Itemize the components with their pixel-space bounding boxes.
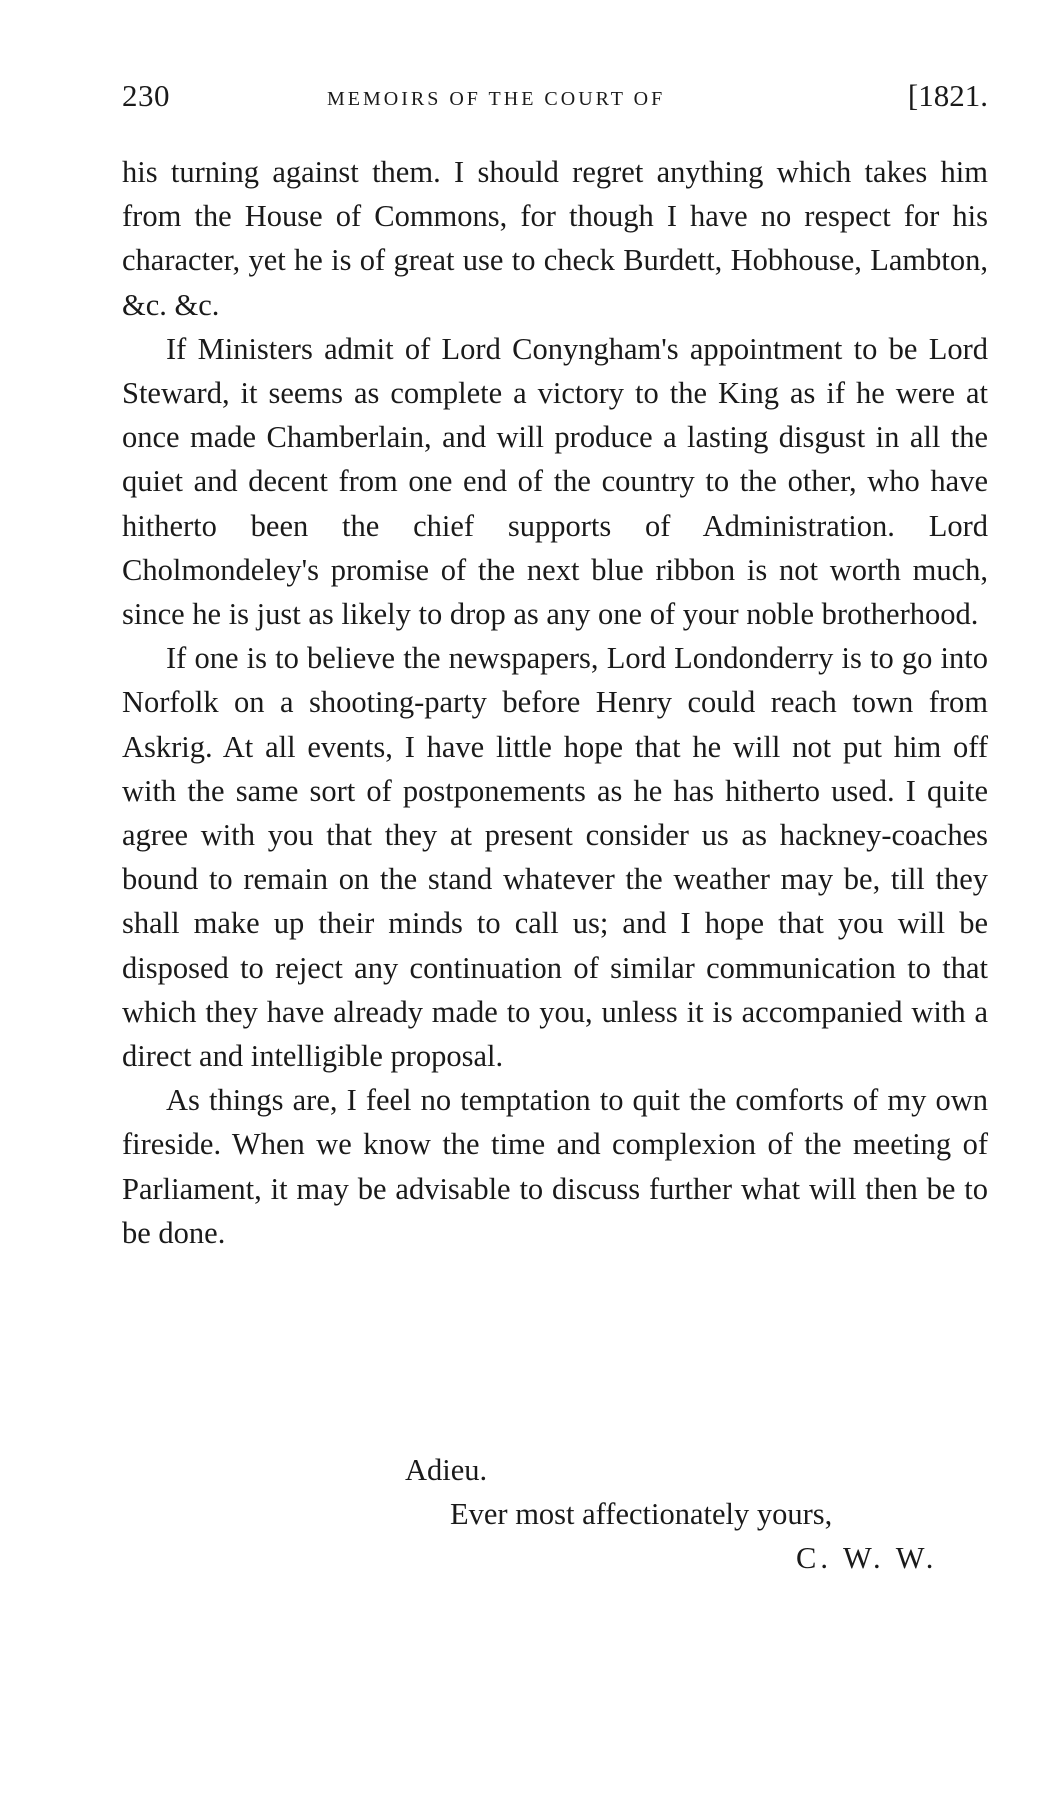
running-year: [1821. [907,78,988,113]
running-title: MEMOIRS OF THE COURT OF [327,88,666,110]
paragraph-ministers: If Ministers admit of Lord Conyngham's appointment to be Lord Steward, it seems as complete a victory to the King as if he were at once made Chamberlain, and will produce a lasting disgust in all the quiet and decent from one end of the country to the other, who have hitherto been the chief supports of Administration. Lord Cholmondeley's promise of the next blue ribbon is not worth much, since he is just as likely to drop as any one of your noble brotherhood. [122,331,988,632]
body-text [122,150,988,1255]
page-number: 230 [122,78,170,113]
signature: C. W. W. [796,1541,938,1575]
closing-valediction: Ever most affectionately yours, [450,1497,833,1531]
paragraph-things-are: As things are, I feel no temptation to quit the comforts of my own fireside. When we know the time and complexion of the meeting of Parliament, it may be advisable to discuss further what will then be to be done. [122,1083,988,1250]
closing-farewell: Adieu. [405,1453,488,1487]
paragraph-newspapers: If one is to believe the newspapers, Lord Londonderry is to go into Norfolk on a shooting-party before Henry could reach town from Askrig. At all events, I have little hope that he will not put him off with the same sort of postponements as he has hitherto used. I quite agree with you that they at present consider us as hackney-coaches bound to remain on the stand whatever the weather may be, till they shall make up their minds to call us; and I hope that you will be disposed to reject any continuation of similar communication to that which they have already made to you, unless it is accompanied with a direct and intelligible proposal. [122,641,988,1074]
paragraph-continued: his turning against them. I should regret anything which takes him from the House of Commons, for though I have no respect for his character, yet he is of great use to check Burdett, Hobhouse, Lambton, &c. &c. [122,155,988,322]
running-head [122,78,988,118]
